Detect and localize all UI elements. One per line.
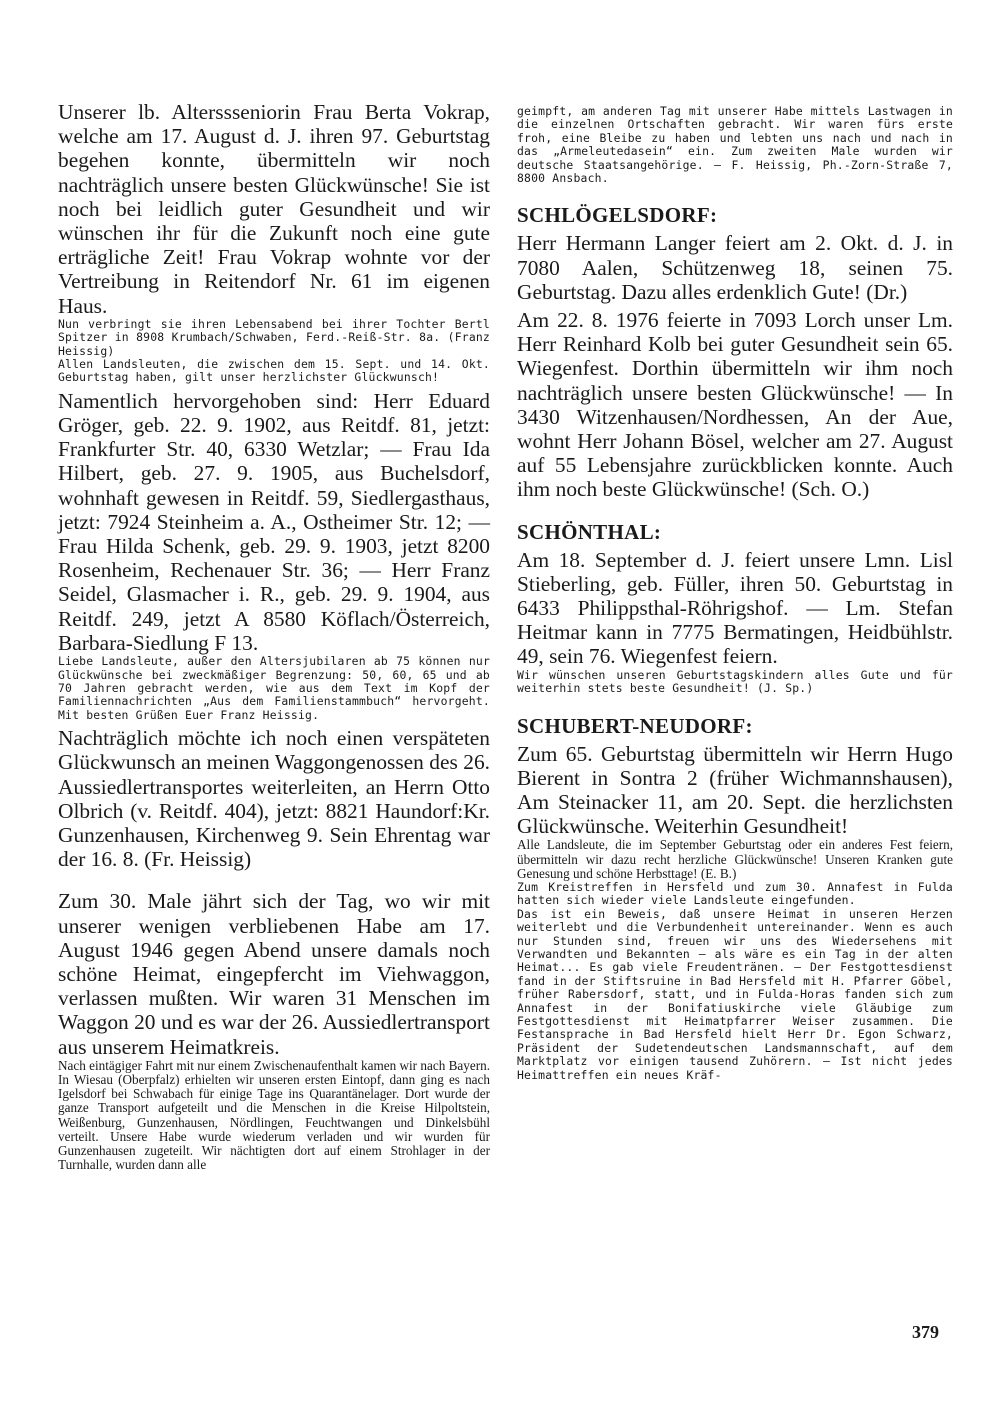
paragraph-langer: Herr Hermann Langer feiert am 2. Okt. d. J. in 7080 Aalen, Schützenweg 18, seinen 75. Geburtstag. Dazu alles erdenklich Gute! (Dr.) (517, 231, 953, 304)
note-september: Alle Landsleute, die im September Geburtstag oder ein anderes Fest feiern, übermitteln wir dazu recht herzliche Glückwünsche! Unseren Kranken gute Genesung und schöne Herbsttage! (E. B.) (517, 837, 953, 881)
left-column (58, 100, 490, 1172)
paragraph-kreistreffen: Zum Kreistreffen in Hersfeld und zum 30. Annafest in Fulda hatten sich wieder viele Landsleute eingefunden. (517, 879, 953, 908)
paragraph-namentlich: Namentlich hervorgehoben sind: Herr Eduard Gröger, geb. 22. 9. 1902, aus Reitdf. 81, jetzt: Frankfurter Str. 40, 6330 Wetzlar; — Frau Ida Hilbert, geb. 27. 9. 1905, aus Buchelsdorf, wohnhaft gewesen in Reitdf. 59, Siedlergasthaus, jetzt: 7924 Steinheim a. A., Ostheimer Str. 12; — Frau Hilda Schenk, geb. 29. 9. 1903, jetzt 8200 Rosenheim, Rechenauer Str. 36; — Herr Franz Seidel, Glasmacher i. R., geb. 29. 9. 1904, aus Reitdf. 249, jetzt A 8580 Köflach/Österreich, Barbara-Siedlung F 13. (58, 388, 490, 655)
paragraph-kolb: Am 22. 8. 1976 feierte in 7093 Lorch unser Lm. Herr Reinhard Kolb bei guter Gesundheit sein 65. Wiegenfest. Dorthin übermitteln wir ihm noch nachträglich unsere besten Glückwünsche! — In 3430 Witzenhausen/Nordhessen, An der Aue, wohnt Herr Johann Bösel, welcher am 27. August auf 55 Lebensjahre zurückblicken konnte. Auch ihm noch beste Glückwünsche! (Sch. O.) (517, 308, 953, 502)
paragraph-vokrap: Unserer lb. Alterssseniorin Frau Berta Vokrap, welche am 17. August d. J. ihren 97. Geburtstag begehen konnte, übermitteln wir noch nachträglich unsere besten Glückwünsche! Sie ist noch bei leidlich guter Gesundheit und wir wünschen ihr für die Zukunft noch eine gute erträgliche Zeit! Frau Vokrap wohnte vor der Vertreibung in Reitendorf Nr. 61 im eigenen Haus. (58, 100, 490, 318)
heading-schloegelsdorf: SCHLÖGELSDORF: (517, 203, 718, 228)
note-greeting: Allen Landsleuten, die zwischen dem 15. Sept. und 14. Okt. Geburtstag haben, gilt unser herzlichster Glückwunsch! (58, 357, 490, 385)
heading-schubert-neudorf: SCHUBERT-NEUDORF: (517, 713, 753, 738)
note-landsleute: Liebe Landsleute, außer den Altersjubilaren ab 75 können nur Glückwünsche bei zweckmäßiger Begrenzung: 50, 60, 65 und ab 70 Jahren gebracht werden, wie aus dem Text im Kopf der Familiennachrichten „Aus dem Familienstammbuch“ hervorgeht. Mit besten Grüßen Euer Franz Heissig. (58, 654, 490, 722)
note-geburtstagskinder: Wir wünschen unseren Geburtstagskindern alles Gute und für weiterhin stets beste Gesundheit! (J. Sp.) (517, 667, 953, 696)
right-column (517, 105, 953, 1082)
paragraph-bierent: Zum 65. Geburtstag übermitteln wir Herrn Hugo Bierent in Sontra 2 (früher Wichmannshausen), Am Steinacker 11, am 20. Sept. die herzlichsten Glückwünsche. Weiterhin Gesundheit! (517, 741, 953, 839)
heading-schoenthal: SCHÖNTHAL: (517, 519, 662, 544)
note-spitzer: Nun verbringt sie ihren Lebensabend bei ihrer Tochter Bertl Spitzer in 8908 Krumbach/Schwaben, Ferd.-Reiß-Str. 8a. (Franz Heissig) (58, 316, 490, 358)
paragraph-stieberling: Am 18. September d. J. feiert unsere Lmn. Lisl Stieberling, geb. Füller, ihren 50. Geburtstag in 6433 Philippsthal-Röhrigshof. — Lm. Stefan Heitmar kann in 7775 Bermatingen, Heidbühlstr. 49, sein 76. Wiegenfest feiern. (517, 547, 953, 669)
paragraph-heimat: Das ist ein Beweis, daß unsere Heimat in unseren Herzen weiterlebt und die Verbundenheit untereinander. Wenn es auch nur Stunden sind, freuen wir uns des Wiedersehens mit Verwandten und Bekannten — als wäre es ein Tag in der alten Heimat... Es gab viele Freudentränen. — Der Festgottesdienst fand in der Stiftsruine in Bad Hersfeld mit H. Pfarrer Göbel, früher Rabersdorf, statt, und in Fulda-Horas fanden sich zum Annafest in der Bonifatiuskirche viele Gläubige zum Festgottesdienst mit Heimatpfarrer Weiser zusammen. Die Festansprache in Bad Hersfeld hielt Herr Dr. Egon Schwarz, Präsident der Sudetendeutschen Landsmannschaft, auf dem Marktplatz vor einigen tausend Zuhörern. — Ist nicht jedes Heimattreffen ein neues Kräf- (517, 906, 953, 1082)
paragraph-30-male: Zum 30. Male jährt sich der Tag, wo wir mit unserer wenigen verbliebenen Habe am 17. August 1946 gegen Abend unsere damals noch schöne Heimat, eingepfercht im Viehwaggon, verlassen mußten. Wir waren 31 Menschen im Waggon 20 und es war der 26. Aussiedlertransport aus unserem Heimatkreis. (58, 889, 490, 1059)
paragraph-olbrich: Nachträglich möchte ich noch einen verspäteten Glückwunsch an meinen Waggongenossen des 26. Aussiedlertransportes weiterleiten, an Herrn Otto Olbrich (v. Reitdf. 404), jetzt: 8821 Haundorf:Kr. Gunzenhausen, Kirchenweg 9. Sein Ehrentag war der 16. 8. (Fr. Heissig) (58, 726, 490, 872)
page-number: 379 (912, 1322, 939, 1342)
paragraph-geimpft: geimpft, am anderen Tag mit unserer Habe mittels Lastwagen in die einzelnen Ortschaften gebracht. Wir waren fürs erste froh, eine Bleibe zu haben und lebten uns nach und nach in das „Armeleutedasein“ ein. Zum zweiten Male wurden wir deutsche Staatsangehörige. — F. Heissig, Ph.-Zorn-Straße 7, 8800 Ansbach. (517, 104, 953, 186)
paragraph-fahrt: Nach eintägiger Fahrt mit nur einem Zwischenaufenthalt kamen wir nach Bayern. In Wiesau (Oberpfalz) erhielten wir unseren ersten Eintopf, dann ging es nach Igelsdorf bei Schwabach für einige Tage ins Quarantänelager. Dort wurde der ganze Transport aufgeteilt und die Menschen in die Kreise Hilpoltstein, Weißenburg, Gunzenhausen, Nördlingen, Feuchtwangen und Dinkelsbühl verteilt. Unsere Habe wurde wiederum verladen und wir wurden für Gunzenhausen zugeteilt. Wir nächtigten dort auf einem Strohlager in der Turnhalle, wurden dann alle (58, 1057, 490, 1173)
